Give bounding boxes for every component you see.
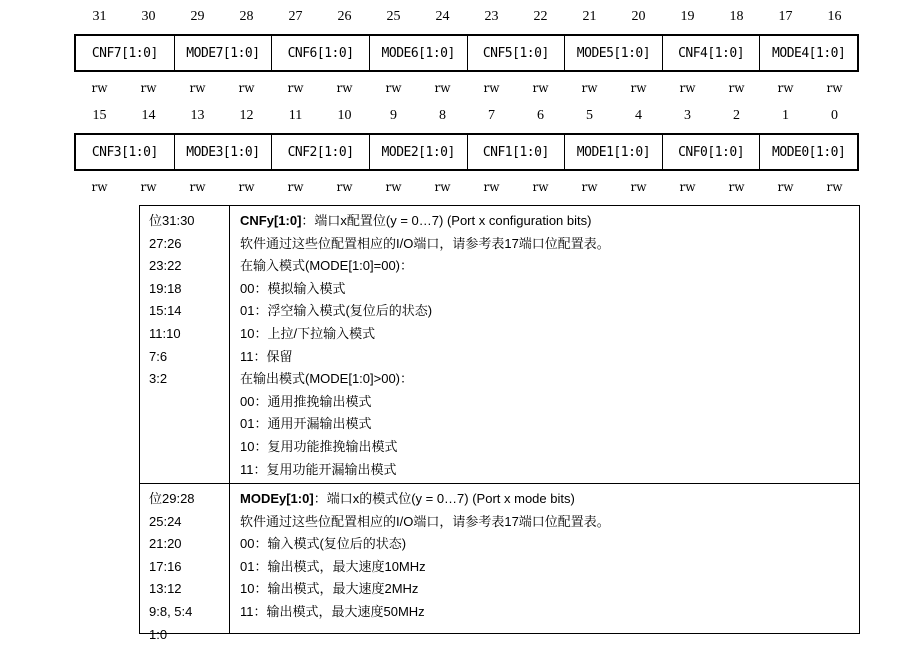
description-line: 11：输出模式，最大速度50MHz bbox=[240, 603, 425, 619]
description-line: 软件通过这些位配置相应的I/O端口，请参考表17端口位配置表。 bbox=[240, 513, 610, 529]
access-type: rw bbox=[581, 180, 598, 194]
bit-number: 18 bbox=[729, 9, 744, 24]
bit-number: 29 bbox=[190, 9, 205, 24]
register-field: MODE5[1:0] bbox=[564, 36, 662, 70]
bit-range: 15:14 bbox=[149, 303, 182, 319]
access-type: rw bbox=[336, 81, 353, 95]
register-field: MODE0[1:0] bbox=[759, 135, 857, 169]
bit-number: 24 bbox=[435, 9, 450, 24]
upper-bit-numbers bbox=[75, 9, 859, 25]
access-type: rw bbox=[630, 180, 647, 194]
lower-access-row bbox=[75, 180, 859, 194]
access-type: rw bbox=[140, 180, 157, 194]
bit-number: 20 bbox=[631, 9, 646, 24]
register-field: MODE2[1:0] bbox=[369, 135, 467, 169]
bit-number: 1 bbox=[782, 108, 789, 123]
upper-register-fields bbox=[74, 34, 859, 72]
bit-number: 19 bbox=[680, 9, 695, 24]
cnf-title bbox=[240, 210, 859, 233]
access-type: rw bbox=[826, 180, 843, 194]
mode-bit-list bbox=[140, 484, 230, 642]
bit-number: 3 bbox=[684, 108, 691, 123]
description-line: 在输出模式(MODE[1:0]>00)： bbox=[240, 371, 414, 387]
bit-range: 位31:30 bbox=[149, 213, 195, 228]
description-line: 01：通用开漏输出模式 bbox=[240, 416, 372, 432]
mode-title bbox=[240, 488, 859, 511]
description-line: 11：复用功能开漏输出模式 bbox=[240, 461, 397, 477]
register-field: CNF3[1:0] bbox=[91, 144, 158, 160]
mode-description bbox=[230, 484, 859, 633]
register-field: CNF5[1:0] bbox=[467, 36, 565, 70]
bit-number: 16 bbox=[827, 9, 842, 24]
bit-range: 1:0 bbox=[149, 626, 168, 642]
lower-register-fields bbox=[74, 133, 859, 171]
register-field: MODE7[1:0] bbox=[174, 36, 272, 70]
lower-bit-numbers bbox=[75, 108, 859, 124]
bit-range: 19:18 bbox=[149, 280, 182, 296]
register-field: CNF6[1:0] bbox=[271, 36, 369, 70]
bit-range: 25:24 bbox=[149, 513, 182, 529]
bit-number: 26 bbox=[337, 9, 352, 24]
access-type: rw bbox=[287, 180, 304, 194]
bit-number: 15 bbox=[92, 108, 107, 123]
bit-number: 5 bbox=[586, 108, 593, 123]
register-field: CNF2[1:0] bbox=[271, 135, 369, 169]
description-line: 10：上拉/下拉输入模式 bbox=[240, 325, 376, 341]
access-type: rw bbox=[483, 180, 500, 194]
bit-range: 27:26 bbox=[149, 235, 182, 251]
access-type: rw bbox=[434, 81, 451, 95]
bit-number: 31 bbox=[92, 9, 107, 24]
bit-range: 23:22 bbox=[149, 258, 182, 274]
access-type: rw bbox=[238, 180, 255, 194]
access-type: rw bbox=[140, 81, 157, 95]
bit-number: 11 bbox=[288, 108, 303, 123]
cnf-bit-list bbox=[140, 206, 230, 483]
description-line: 00：输入模式(复位后的状态) bbox=[240, 536, 407, 552]
description-line: 10：输出模式，最大速度2MHz bbox=[240, 581, 419, 597]
register-field: MODE4[1:0] bbox=[759, 36, 857, 70]
bit-number: 14 bbox=[141, 108, 156, 123]
bit-number: 10 bbox=[337, 108, 352, 123]
access-type: rw bbox=[287, 81, 304, 95]
description-line: 01：输出模式，最大速度10MHz bbox=[240, 558, 426, 574]
access-type: rw bbox=[679, 81, 696, 95]
access-type: rw bbox=[238, 81, 255, 95]
description-line: 在输入模式(MODE[1:0]=00)： bbox=[240, 258, 414, 274]
bit-number: 12 bbox=[239, 108, 254, 123]
field-title: ：端口x的模式位(y = 0…7) (Port x mode bits) bbox=[313, 491, 575, 506]
register-field: MODE6[1:0] bbox=[369, 36, 467, 70]
bit-number: 2 bbox=[733, 108, 740, 123]
bit-number: 22 bbox=[533, 9, 548, 24]
access-type: rw bbox=[630, 81, 647, 95]
description-line: 11：保留 bbox=[240, 348, 293, 364]
register-field: CNF7[1:0] bbox=[91, 45, 158, 61]
bit-number: 9 bbox=[390, 108, 397, 123]
access-type: rw bbox=[826, 81, 843, 95]
bit-range: 位29:28 bbox=[149, 491, 195, 506]
description-line: 软件通过这些位配置相应的I/O端口，请参考表17端口位配置表。 bbox=[240, 235, 610, 251]
access-type: rw bbox=[777, 81, 794, 95]
cnf-description bbox=[230, 206, 859, 483]
bit-range: 7:6 bbox=[149, 348, 168, 364]
access-type: rw bbox=[91, 180, 108, 194]
access-type: rw bbox=[91, 81, 108, 95]
bit-range: 9:8, 5:4 bbox=[149, 603, 193, 619]
access-type: rw bbox=[728, 81, 745, 95]
bit-number: 23 bbox=[484, 9, 499, 24]
access-type: rw bbox=[189, 180, 206, 194]
bit-range: 17:16 bbox=[149, 558, 182, 574]
bit-number: 25 bbox=[386, 9, 401, 24]
access-type: rw bbox=[679, 180, 696, 194]
cnf-description-row bbox=[139, 205, 860, 484]
bit-number: 21 bbox=[582, 9, 597, 24]
register-field: CNF4[1:0] bbox=[662, 36, 760, 70]
bit-number: 28 bbox=[239, 9, 254, 24]
mode-description-row bbox=[139, 483, 860, 642]
access-type: rw bbox=[336, 180, 353, 194]
register-field: MODE3[1:0] bbox=[174, 135, 272, 169]
bit-number: 8 bbox=[439, 108, 446, 123]
access-type: rw bbox=[385, 180, 402, 194]
bit-number: 27 bbox=[288, 9, 303, 24]
field-name: MODEy[1:0] bbox=[240, 491, 314, 506]
access-type: rw bbox=[532, 81, 549, 95]
bit-range: 11:10 bbox=[149, 325, 181, 341]
bit-number: 6 bbox=[537, 108, 544, 123]
access-type: rw bbox=[532, 180, 549, 194]
access-type: rw bbox=[434, 180, 451, 194]
access-type: rw bbox=[483, 81, 500, 95]
register-field: CNF0[1:0] bbox=[662, 135, 760, 169]
register-field: CNF1[1:0] bbox=[467, 135, 565, 169]
register-field: MODE1[1:0] bbox=[564, 135, 662, 169]
bit-range: 21:20 bbox=[149, 536, 182, 552]
access-type: rw bbox=[385, 81, 402, 95]
bit-number: 17 bbox=[778, 9, 793, 24]
bit-number: 7 bbox=[488, 108, 495, 123]
access-type: rw bbox=[189, 81, 206, 95]
field-title: ：端口x配置位(y = 0…7) (Port x configuration bits) bbox=[301, 213, 592, 228]
description-line: 00：模拟输入模式 bbox=[240, 280, 346, 296]
bit-number: 13 bbox=[190, 108, 205, 123]
bit-range: 3:2 bbox=[149, 371, 168, 387]
bit-number: 4 bbox=[635, 108, 642, 123]
bit-range: 13:12 bbox=[149, 581, 182, 597]
bit-number: 30 bbox=[141, 9, 156, 24]
access-type: rw bbox=[581, 81, 598, 95]
description-line: 00：通用推挽输出模式 bbox=[240, 393, 372, 409]
bit-number: 0 bbox=[831, 108, 838, 123]
upper-access-row bbox=[75, 81, 859, 95]
description-line: 01：浮空输入模式(复位后的状态) bbox=[240, 303, 433, 319]
description-line: 10：复用功能推挽输出模式 bbox=[240, 438, 398, 454]
access-type: rw bbox=[728, 180, 745, 194]
access-type: rw bbox=[777, 180, 794, 194]
field-name: CNFy[1:0] bbox=[240, 213, 302, 228]
